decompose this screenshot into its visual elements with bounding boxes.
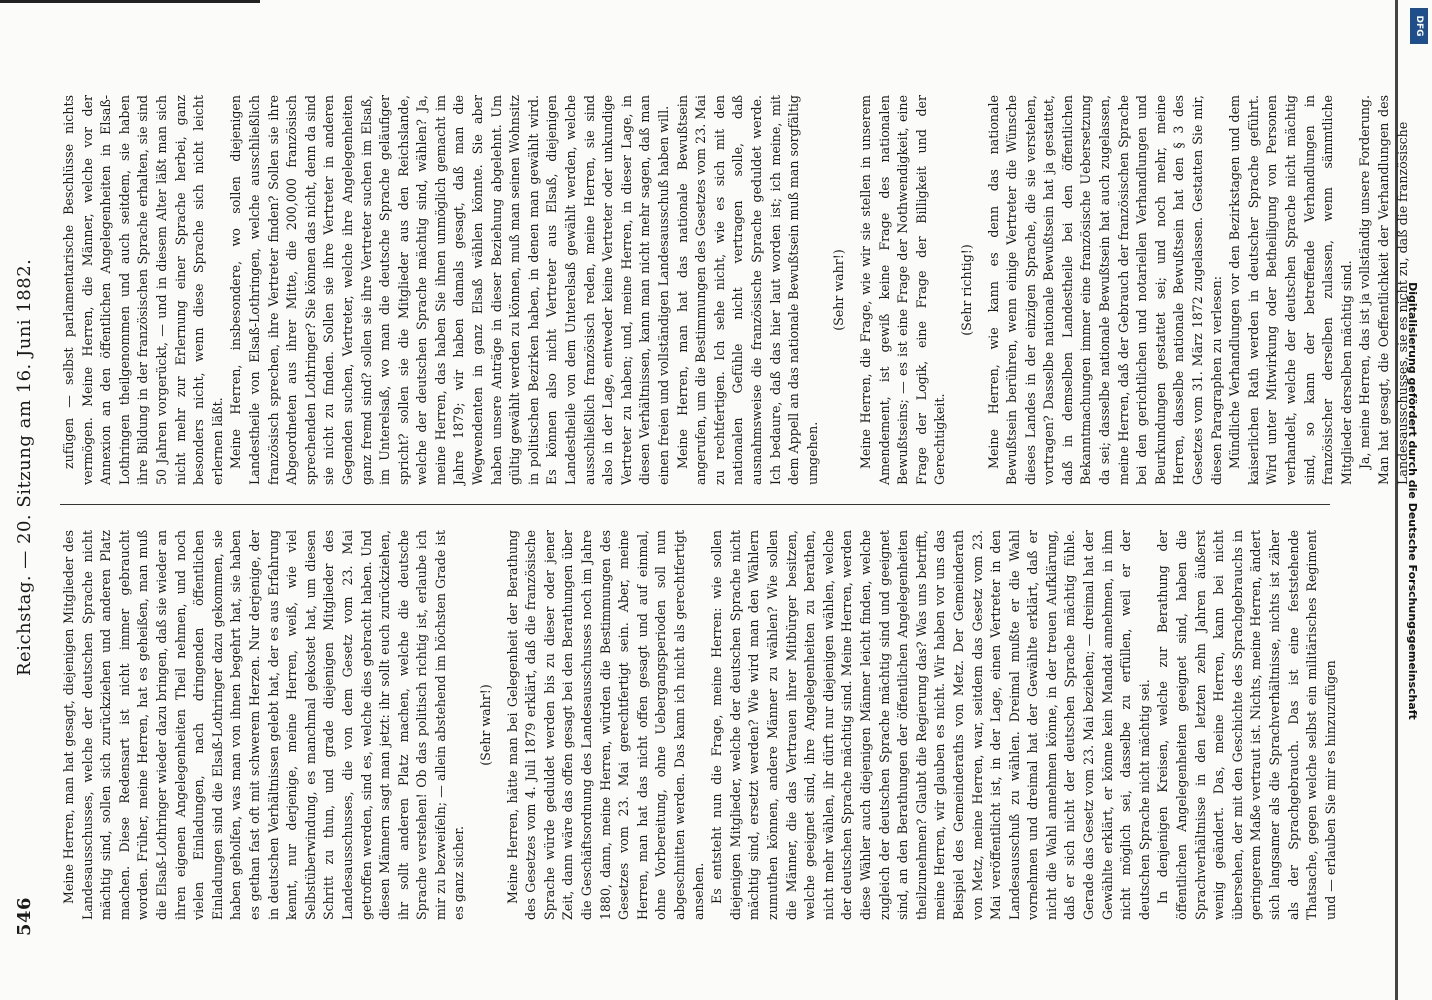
dfg-logo-text: DFG (1414, 15, 1424, 37)
running-head: Reichstag. — 20. Sitzung am 16. Juni 1882. (14, 258, 35, 676)
interjection: (Sehr wahr!) (478, 684, 494, 766)
paragraph: Meine Herren, man hat gesagt, diejenigen Mitglieder des Landesausschusses, welche der deutschen Sprache nicht mächtig sind, sollen sich zurückziehen und anderen Platz machen. Diese Redensart ist nicht immer gebraucht worden. Früher, meine Herren, hat es geheißen, man muß die Elsaß-Lothringer wieder dazu bringen, daß sie wieder an ihren eigenen Angelegenheiten Theil nehmen, und noch vielen Einladungen, nach dringenden öffentlichen Einladungen sind die Elsaß-Lothringer dazu gekommen, sie haben geholfen, was man von ihnen begehrt hat, sie haben es gethan fast oft mit schwerem Herzen. Nur derjenige, der in deutschen Verhältnissen gelebt hat, der es aus Erfahrung kennt, nur derjenige, meine Herren, weiß, wie viel Selbstüberwindung, es manchmal gekostet hat, um diesen Schritt zu thun, und grade diejenigen Mitglieder des Landesausschusses, die von dem Gesetz vom 23. Mai getroffen werden, sind es, welche dies gebracht haben. Und diesen Männern sagt man jetzt: ihr sollt euch zurückziehen, ihr sollt anderen Platz machen, welche die deutsche Sprache verstehen! Ob das politisch richtig ist, erlaube ich mir zu bezweifeln; — allein abstehend im höchsten Grade ist es ganz sicher. (61, 530, 467, 920)
paragraph: Meine Herren, hätte man bei Gelegenheit der Berathung des Gesetzes vom 4. Juli 1879 erklärt, daß die französische Sprache würde geduldet werden bis zu dieser oder jener Zeit, dann wäre das offen gesagt bei den Berathungen über die Geschäftsordnung des Landesausschusses noch im Jahre 1880, dann, meine Herren, würden die Bestimmungen des Gesetzes vom 23. Mai gerechtfertigt sein. Aber, meine Herren, man hat das nicht offen gesagt und auf einmal, ohne Vorbereitung, ohne Uebergangsperioden soll nun abgeschnitten werden. Das kann ich nicht als gerechtfertigt ansehen. (504, 530, 706, 920)
text-column-left (60, 530, 1340, 920)
paragraph: Meine Herren, wie kann es denn das nationale Bewußtsein berühren, wenn einige Vertreter die Wünsche dieses Landes in der einzigen Sprache, die sie verstehen, vortragen? Dasselbe nationale Bewußtsein hat ja gestattet, daß in demselben Landestheile bei den öffentlichen Bekanntmachungen immer eine französische Uebersetzung da sei; dasselbe nationale Bewußtsein hat auch zugelassen, meine Herren, daß der Gebrauch der französischen Sprache bei den gerichtlichen und notariellen Verhandlungen und Beurkundungen gestattet sei; und noch mehr, meine Herren, dasselbe nationale Bewußtsein hat den § 3 des Gesetzes vom 31. März 1872 zugelassen. Gestatten Sie mir, diesen Paragraphen zu verlesen: (985, 95, 1224, 485)
paragraph: Meine Herren, insbesondere, wo sollen diejenigen Landestheile von Elsaß-Lothringen, welche ausschließlich französisch sprechen, ihre Vertreter finden? Sollen sie ihre Abgeordneten aus ihrer Mitte, die 200,000 französisch sprechenden Lothringer? Sie können das nicht, denn da sind sie nicht zu finden. Sollen sie ihre Vertreter in anderen Gegenden suchen, Vertreter, welche ihre Angelegenheiten ganz fremd sind? sollen sie ihre Vertreter suchen im Elsaß, im Unterelsaß, wo man die deutsche Sprache geläufiger spricht? sollen sie die Mitglieder aus den Reichslande, welche der deutschen Sprache mächtig sind, wählen? Ja, meine Herren, das haben Sie ihnen unmöglich gemacht im Jahre 1879; wir haben damals gesagt, daß man die Wegwendenten in ganz Elsaß wählen könnte. Sie aber haben unsere Anträge in dieser Beziehung abgelehnt. Um gültig gewählt werden zu können, muß man seinen Wohnsitz in politischen Bezirken haben, in denen man gewählt wird. Es können also nicht Vertreter aus Elsaß, diejenigen Landestheile von dem Unterelsaß gewählt werden, welche ausschließlich französisch reden, meine Herren, sie sind also in der Lage, entweder keine Vertreter oder unkundige Vertreter zu haben; und, meine Herren, in dieser Lage, in diesen Verhältnissen, kann man nicht mehr sagen, daß man einen freien und vollständigen Landesausschuß haben will. (228, 95, 671, 485)
paragraph: Meine Herren, die Frage, wie wir sie stellen in unserem Amendement, ist gewiß keine Frage des nationalen Bewußtseins; — es ist eine Frage der Nothwendigkeit, eine Frage der Logik, eine Frage der Billigkeit und der Gerechtigkeit. (857, 95, 948, 485)
paragraph: Mündliche Verhandlungen vor den Bezirkstagen und dem kaiserlichen Rath werden in deutscher Sprache geführt. Wird unter Mitwirkung oder Betheiligung von Personen verhandelt, welche der deutschen Sprache nicht mächtig sind, so kann der betreffende Verhandlungen in französischer derselben zulassen, wenn sämmtliche Mitglieder derselben mächtig sind. (1227, 95, 1354, 485)
page-header (8, 56, 48, 936)
watermark-text: Digitalisierung gefördert durch die Deutsche Forschungsgemeinschaft (1406, 282, 1419, 720)
interjection: (Sehr wahr!) (831, 249, 847, 331)
paragraph: Meine Herren, man hat das nationale Bewußtsein angerufen, um die Bestimmungen des Gesetzes vom 23. Mai zu rechtfertigen. Ich sehe nicht, wie es sich mit den nationalen Gefühle nicht vertragen solle, daß ausnahmsweise die französische Sprache geduldet werde. Ich bedaure, daß das hier laut worden ist; ich meine, mit dem Appell an das nationale Bewußtsein muß man sorgfältig umgehen. (674, 95, 820, 485)
paragraph: zufügen — selbst parlamentarische Beschlüsse nichts vermögen. Meine Herren, die Männer, welche vor der Annexion an den öffentlichen Angelegenheiten in Elsaß-Lothringen theilgenommen und auch seitdem, sie haben ihre Bildung in der französischen Sprache erhalten, sie sind 50 Jahren vorgerückt, — und in diesem Alter läßt man sich nicht mehr zur Erlernung einer Sprache herbei, ganz besonders nicht, wenn diese Sprache sich nicht leicht erlernen läßt. (61, 95, 225, 485)
paragraph: Es entsteht nun die Frage, meine Herren: wie sollen diejenigen Mitglieder, welche der deutschen Sprache nicht mächtig sind, ersetzt werden? Wie wird man den Wählern zumuthen können, andere Männer zu wählen? Wie sollen die Männer, die das Vertrauen ihrer Mitbürger besitzen, welche geeignet sind, ihre Angelegenheiten zu berathen, nicht mehr wählen, ihr dürft nur diejenigen wählen, welche der deutschen Sprache mächtig sind. Meine Herren, werden diese Wähler auch diejenigen Männer leicht finden, welche zugleich der deutschen Sprache mächtig sind und geeignet sind, an den Berathungen der öffentlichen Angelegenheiten theilzunehmen? Glaubt die Regierung das? Was uns betrifft, meine Herren, wir glauben es nicht. Wir haben vor uns das Beispiel des Gemeinderaths von Metz. Der Gemeinderath von Metz, meine Herren, war, seitdem das Gesetz vom 23. Mai veröffentlicht ist, in der Lage, einen Vertreter in den Landesausschuß zu wählen. Dreimal mußte er die Wahl vornehmen und dreimal hat der Gewählte erklärt, daß er nicht die Wahl annehmen könne, in der treuen Aufklärung, daß er sich nicht der deutschen Sprache mächtig fühle. Gerade das Gesetz vom 23. Mai beziehen; — dreimal hat der Gewählte erklärt, er könne kein Mandat annehmen, in ihm nicht möglich sei, dasselbe zu erfüllen, weil er der deutschen Sprache nicht mächtig sei. (709, 530, 1152, 920)
digitization-watermark (1400, 6, 1424, 996)
paragraph: In denjenigen Kreisen, welche zur Berathung der öffentlichen Angelegenheiten geeignet sind, haben die Sprachverhältnisse in den letzten zehn Jahren äußerst wenig geändert. Das, meine Herren, kann bei nicht übersehen, der mit den Geschichte des Sprachgebrauchs in geringerem Maße vertraut ist. Nichts, meine Herren, ändert sich langsamer als die Sprachverhältnisse, nichts ist zäher als der Sprachgebrauch. Das ist eine feststehende Thatsache, gegen welche selbst ein militärisches Regiment und — erlauben Sie mir es hinzuzufügen (1155, 530, 1338, 920)
paragraph: Ja, meine Herren, das ist ja vollständig unsere Forderung. Man hat gesagt, die Oeffentlichkeit der Verhandlungen des Landesausschusses, sie es nicht zu, daß die französische (1357, 95, 1410, 485)
dfg-logo (1410, 8, 1428, 44)
text-column-right (60, 95, 1410, 485)
interjection: (Sehr richtig!) (958, 244, 974, 336)
page-number: 546 (14, 896, 35, 936)
column-divider (60, 504, 1330, 505)
